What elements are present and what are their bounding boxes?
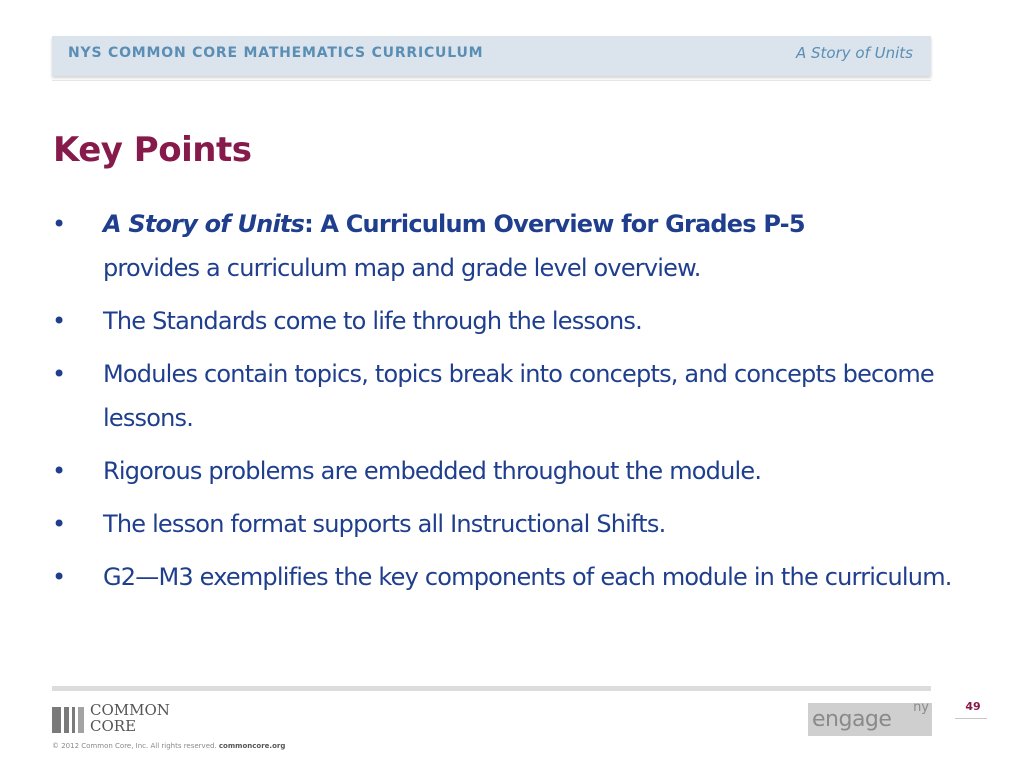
bullet-dot-icon: •: [52, 307, 66, 335]
header-story-label: A Story of Units: [796, 44, 913, 62]
bullet-bold-title: : A Curriculum Overview for Grades P-5: [304, 210, 805, 238]
bullet-text: The lesson format supports all Instructional Shifts.: [103, 510, 666, 538]
logo-line-2: CORE: [90, 717, 137, 735]
bullet-text: G2—M3 exemplifies the key components of each module in the curriculum.: [103, 563, 952, 591]
slide-title: Key Points: [53, 130, 252, 170]
bullet-list: [52, 202, 992, 608]
header-curriculum-label: NYS COMMON CORE MATHEMATICS CURRICULUM: [68, 45, 484, 61]
bullet-item: [52, 502, 992, 546]
bullet-item: [52, 202, 992, 290]
bullet-item: [52, 555, 992, 599]
bullet-item: [52, 352, 992, 440]
bullet-strong-text: [103, 210, 805, 238]
header-divider: [52, 80, 931, 81]
engage-logo-sup: ny: [913, 700, 929, 715]
bullet-item: [52, 449, 992, 493]
copyright-notice: [52, 742, 285, 750]
bullet-dot-icon: •: [52, 457, 66, 485]
header-bar: [52, 36, 931, 76]
bullet-dot-icon: •: [52, 563, 66, 591]
common-core-logo-text: [90, 702, 170, 734]
engage-logo-text: engage: [812, 707, 892, 732]
footer-divider: [52, 686, 931, 691]
engage-ny-logo: [808, 700, 932, 736]
page-number-rule: [955, 718, 987, 719]
logo-line-1: COMMON: [90, 701, 170, 719]
bullet-dot-icon: •: [52, 360, 66, 388]
page-number: 49: [965, 700, 981, 713]
bullet-dot-icon: •: [52, 210, 66, 238]
copyright-site: commoncore.org: [218, 742, 286, 750]
bullet-text: Rigorous problems are embedded throughout the module.: [103, 457, 762, 485]
bullet-italic-title: A Story of Units: [103, 210, 305, 238]
bullet-dot-icon: •: [52, 510, 66, 538]
common-core-logo-icon: [52, 707, 84, 733]
bullet-text: Modules contain topics, topics break into concepts, and concepts become lessons.: [103, 360, 934, 432]
bullet-text: provides a curriculum map and grade level overview.: [103, 254, 701, 282]
bullet-item: [52, 299, 992, 343]
bullet-text: The Standards come to life through the lessons.: [103, 307, 642, 335]
copyright-text: © 2012 Common Core, Inc. All rights reserved.: [52, 742, 217, 750]
